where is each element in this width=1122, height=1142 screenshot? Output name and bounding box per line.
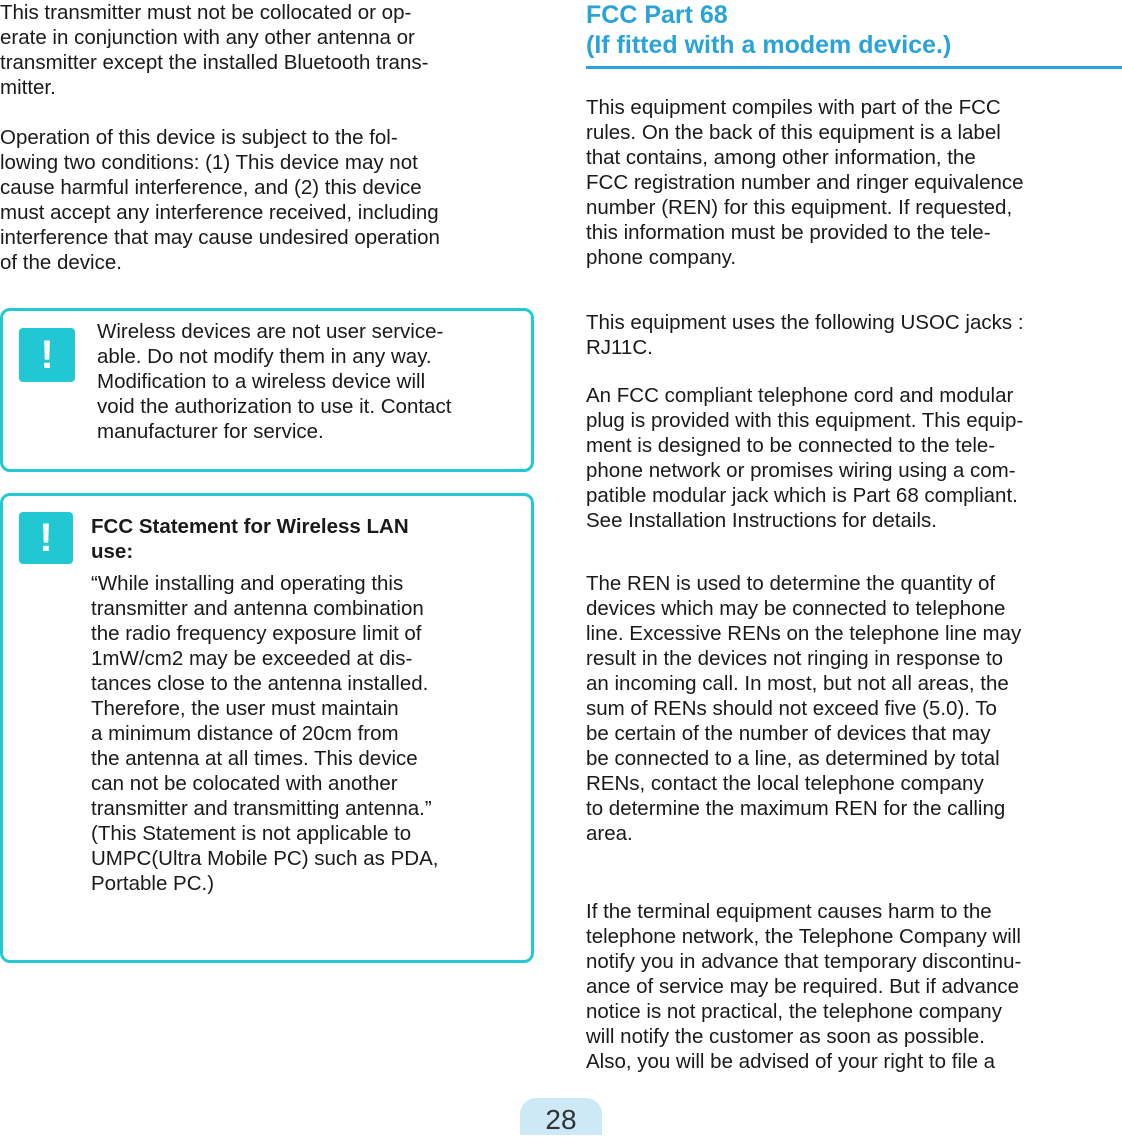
caution-text bbox=[97, 319, 451, 444]
exclamation-icon: ! bbox=[19, 512, 73, 564]
section-heading bbox=[586, 0, 1122, 60]
text-line: sum of RENs should not exceed five (5.0). To bbox=[586, 697, 997, 720]
text-line: will notify the customer as soon as possible. bbox=[586, 1025, 985, 1048]
exclamation-icon: ! bbox=[19, 328, 75, 382]
note-title bbox=[91, 514, 409, 564]
text-line: rules. On the back of this equipment is a label bbox=[586, 121, 1001, 144]
operation-paragraph bbox=[0, 125, 440, 275]
text-line: lowing two conditions: (1) This device may not bbox=[0, 151, 418, 174]
text-line: interference that may cause undesired operation bbox=[0, 226, 440, 249]
text-line: transmitter and transmitting antenna.” bbox=[91, 797, 432, 820]
text-line: This equipment uses the following USOC jacks : bbox=[586, 311, 1024, 334]
text-line: transmitter and antenna combination bbox=[91, 597, 424, 620]
text-line: ment is designed to be connected to the tele- bbox=[586, 434, 996, 457]
text-line: RENs, contact the local telephone company bbox=[586, 772, 984, 795]
text-line: the radio frequency exposure limit of bbox=[91, 622, 422, 645]
text-line: devices which may be connected to telephone bbox=[586, 597, 1006, 620]
text-line: “While installing and operating this bbox=[91, 572, 404, 595]
text-line: manufacturer for service. bbox=[97, 420, 324, 443]
text-line: Operation of this device is subject to the fol- bbox=[0, 126, 398, 149]
text-line: notify you in advance that temporary discontinu- bbox=[586, 950, 1022, 973]
text-line: number (REN) for this equipment. If requested, bbox=[586, 196, 1013, 219]
text-line: area. bbox=[586, 822, 633, 845]
text-line: phone company. bbox=[586, 246, 737, 269]
text-line: be connected to a line, as determined by total bbox=[586, 747, 1000, 770]
text-line: that contains, among other information, the bbox=[586, 146, 976, 169]
text-line: must accept any interference received, including bbox=[0, 201, 439, 224]
text-line: UMPC(Ultra Mobile PC) such as PDA, bbox=[91, 847, 439, 870]
transmitter-paragraph bbox=[0, 0, 428, 100]
text-line: a minimum distance of 20cm from bbox=[91, 722, 399, 745]
usoc-paragraph bbox=[586, 310, 1024, 360]
fcc-wlan-statement-note bbox=[0, 493, 534, 963]
text-line: An FCC compliant telephone cord and modular bbox=[586, 384, 1014, 407]
text-line: patible modular jack which is Part 68 compliant. bbox=[586, 484, 1018, 507]
text-line: Wireless devices are not user service- bbox=[97, 320, 444, 343]
text-line: can not be colocated with another bbox=[91, 772, 398, 795]
text-line: able. Do not modify them in any way. bbox=[97, 345, 432, 368]
text-line: RJ11C. bbox=[586, 336, 653, 359]
text-line: This transmitter must not be collocated or op- bbox=[0, 1, 412, 24]
text-line: of the device. bbox=[0, 251, 122, 274]
compliance-paragraph bbox=[586, 95, 1024, 270]
text-line: The REN is used to determine the quantity of bbox=[586, 572, 996, 595]
page-number: 28 bbox=[520, 1098, 602, 1135]
text-line: If the terminal equipment causes harm to the bbox=[586, 900, 992, 923]
text-line: 1mW/cm2 may be exceeded at dis- bbox=[91, 647, 413, 670]
text-line: result in the devices not ringing in response to bbox=[586, 647, 1004, 670]
text-line: line. Excessive RENs on the telephone line may bbox=[586, 622, 1022, 645]
text-line: an incoming call. In most, but not all areas, the bbox=[586, 672, 1009, 695]
text-line: to determine the maximum REN for the calling bbox=[586, 797, 1006, 820]
text-line: plug is provided with this equipment. This equip- bbox=[586, 409, 1024, 432]
text-line: void the authorization to use it. Contact bbox=[97, 395, 452, 418]
ren-paragraph bbox=[586, 571, 1021, 846]
cord-paragraph bbox=[586, 383, 1023, 533]
text-line: the antenna at all times. This device bbox=[91, 747, 418, 770]
text-line: mitter. bbox=[0, 76, 56, 99]
text-line: be certain of the number of devices that may bbox=[586, 722, 991, 745]
text-line: (This Statement is not applicable to bbox=[91, 822, 412, 845]
heading-underline bbox=[586, 66, 1122, 69]
text-line: phone network or promises wiring using a com- bbox=[586, 459, 1016, 482]
text-line: See Installation Instructions for details. bbox=[586, 509, 937, 532]
wireless-caution-note bbox=[0, 308, 534, 472]
text-line: transmitter except the installed Bluetooth trans- bbox=[0, 51, 429, 74]
text-line: This equipment compiles with part of the FCC bbox=[586, 96, 1001, 119]
text-line: FCC registration number and ringer equivalence bbox=[586, 171, 1024, 194]
text-line: telephone network, the Telephone Company will bbox=[586, 925, 1021, 948]
text-line: tances close to the antenna installed. bbox=[91, 672, 429, 695]
text-line: erate in conjunction with any other antenna or bbox=[0, 26, 415, 49]
text-line: Therefore, the user must maintain bbox=[91, 697, 399, 720]
heading-line: (If fitted with a modem device.) bbox=[586, 31, 952, 59]
text-line: this information must be provided to the tele- bbox=[586, 221, 991, 244]
text-line: cause harmful interference, and (2) this device bbox=[0, 176, 422, 199]
text-line: notice is not practical, the telephone company bbox=[586, 1000, 1002, 1023]
text-line: ance of service may be required. But if advance bbox=[586, 975, 1020, 998]
text-line: Modification to a wireless device will bbox=[97, 370, 426, 393]
text-line: Also, you will be advised of your right to file a bbox=[586, 1050, 996, 1073]
title-line: FCC Statement for Wireless LAN bbox=[91, 515, 409, 538]
heading-line: FCC Part 68 bbox=[586, 1, 728, 29]
harm-paragraph bbox=[586, 899, 1021, 1074]
statement-text bbox=[91, 571, 438, 896]
text-line: Portable PC.) bbox=[91, 872, 215, 895]
title-line: use: bbox=[91, 540, 134, 563]
